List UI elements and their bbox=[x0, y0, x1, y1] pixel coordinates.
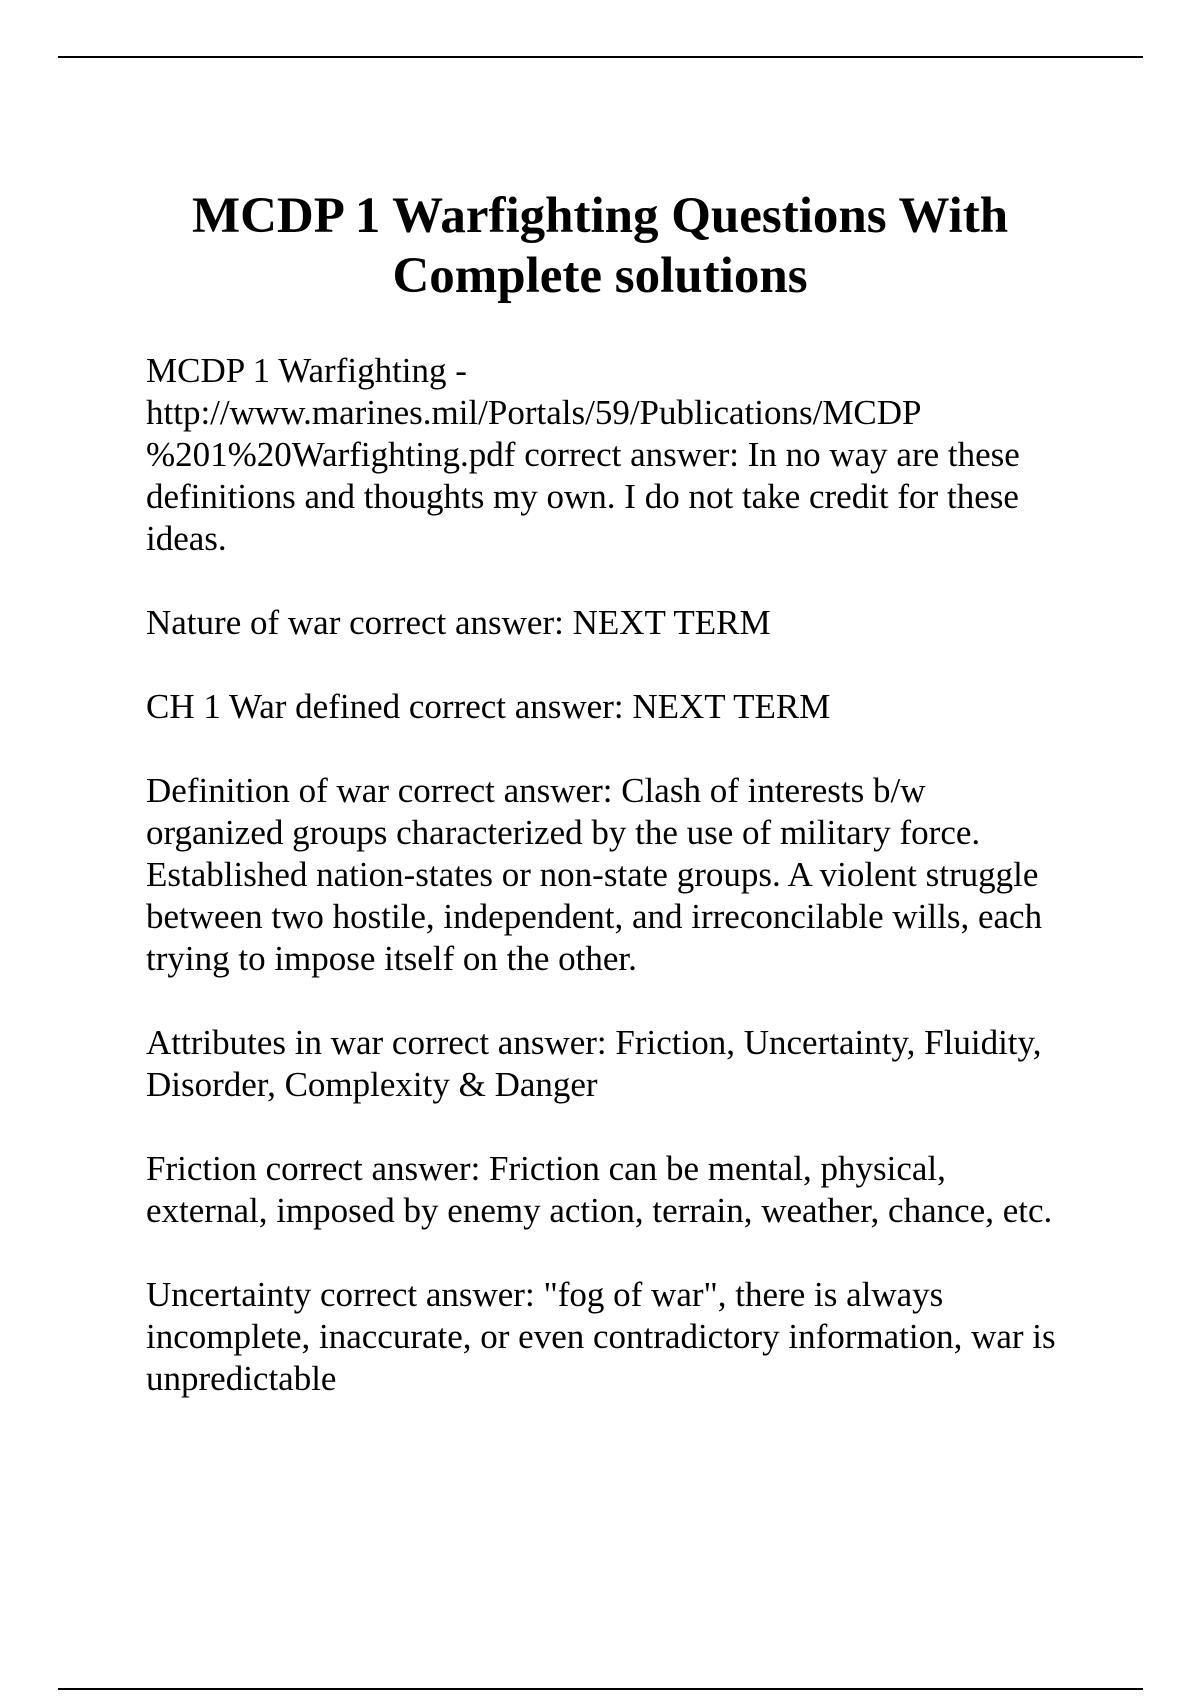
entry-war-defined bbox=[146, 686, 1106, 728]
entry-line: Attributes in war correct answer: Friction, Uncertainty, Fluidity, bbox=[146, 1023, 1042, 1062]
entry-attributes-in-war bbox=[146, 1022, 1106, 1106]
entry-line: definitions and thoughts my own. I do not take credit for these bbox=[146, 477, 1019, 516]
entry-line: Friction correct answer: Friction can be mental, physical, bbox=[146, 1149, 946, 1188]
entry-line: Disorder, Complexity & Danger bbox=[146, 1065, 598, 1104]
entry-line: Uncertainty correct answer: "fog of war", there is always bbox=[146, 1275, 944, 1314]
entry-line: ideas. bbox=[146, 519, 227, 558]
entry-line: organized groups characterized by the use of military force. bbox=[146, 813, 981, 852]
document-title bbox=[100, 186, 1100, 306]
entry-line: unpredictable bbox=[146, 1359, 337, 1398]
document-body bbox=[146, 350, 1106, 1442]
title-line-2: Complete solutions bbox=[392, 248, 808, 304]
entry-mcdp-warfighting bbox=[146, 350, 1106, 560]
entry-line: between two hostile, independent, and irreconcilable wills, each bbox=[146, 897, 1043, 936]
entry-line: Definition of war correct answer: Clash of interests b/w bbox=[146, 771, 926, 810]
footer-rule bbox=[58, 1688, 1143, 1690]
entry-line: Nature of war correct answer: NEXT TERM bbox=[146, 603, 771, 642]
entry-line: Established nation-states or non-state groups. A violent struggle bbox=[146, 855, 1039, 894]
entry-nature-of-war bbox=[146, 602, 1106, 644]
entry-friction bbox=[146, 1148, 1106, 1232]
entry-line: CH 1 War defined correct answer: NEXT TERM bbox=[146, 687, 831, 726]
title-line-1: MCDP 1 Warfighting Questions With bbox=[191, 188, 1009, 244]
entry-line: %201%20Warfighting.pdf correct answer: In no way are these bbox=[146, 435, 1020, 474]
entry-line: http://www.marines.mil/Portals/59/Publications/MCDP bbox=[146, 393, 922, 432]
entry-definition-of-war bbox=[146, 770, 1106, 980]
entry-line: trying to impose itself on the other. bbox=[146, 939, 637, 978]
entry-line: MCDP 1 Warfighting - bbox=[146, 351, 467, 390]
entry-uncertainty bbox=[146, 1274, 1106, 1400]
entry-line: incomplete, inaccurate, or even contradictory information, war is bbox=[146, 1317, 1056, 1356]
entry-line: external, imposed by enemy action, terrain, weather, chance, etc. bbox=[146, 1191, 1053, 1230]
header-rule bbox=[58, 56, 1143, 58]
